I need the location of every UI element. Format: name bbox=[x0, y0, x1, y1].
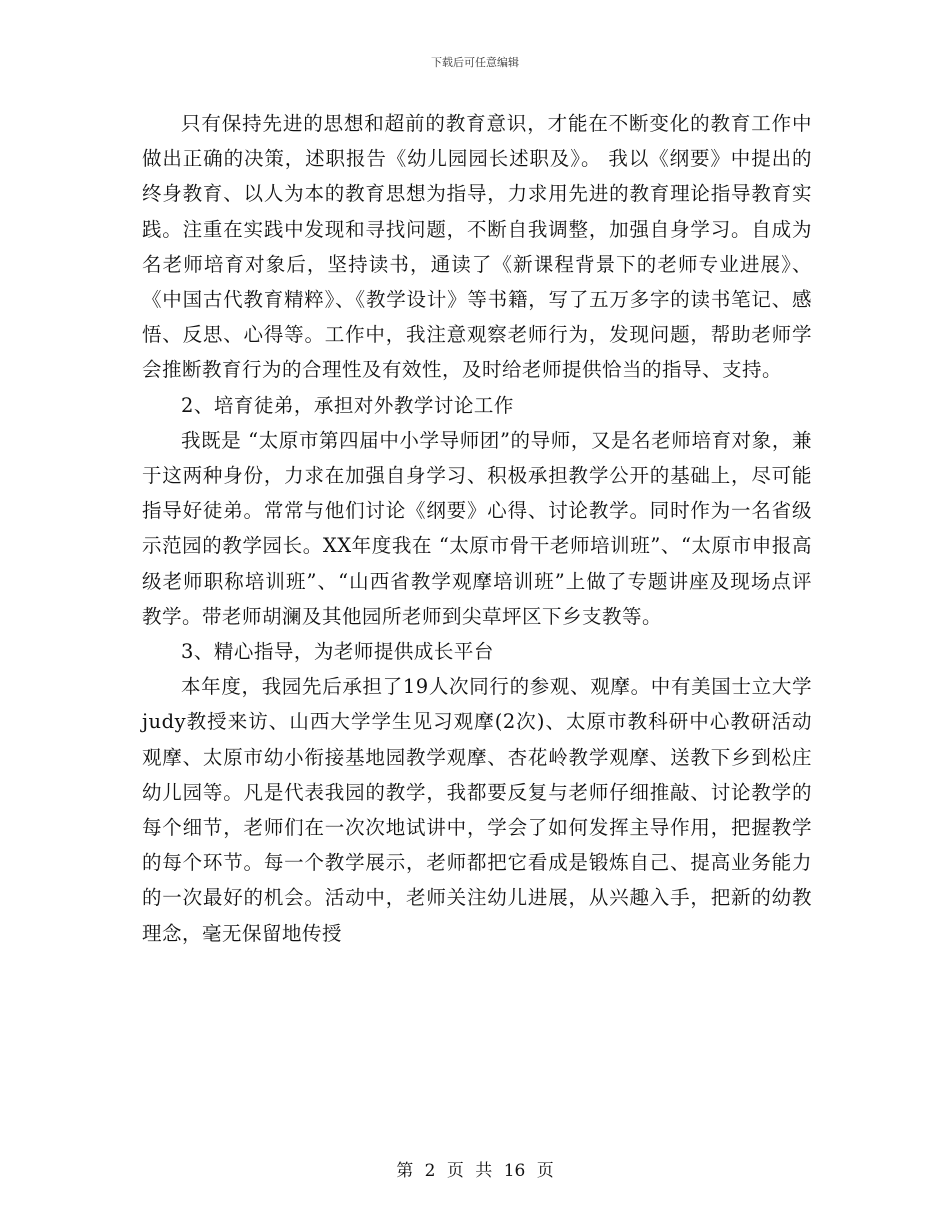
page-footer: 第 2 页 共 16 页 bbox=[396, 1161, 554, 1181]
paragraph-3: 本年度，我园先后承担了19人次同行的参观、观摩。中有美国士立大学judy教授来访、山西大学学生见习观摩(2次)、太原市教科研中心教研活动观摩、太原市幼小衔接基地园教学观摩、杏花岭教学观摩、送教下乡到松庄幼儿园等。凡是代表我园的教学，我都要反复与老师仔细推敲、讨论教学的每个细节，老师们在一次次地试讲中，学会了如何发挥主导作用，把握教学的每个环节。每一个教学展示，老师都把它看成是锻炼自己、提高业务能力的一次最好的机会。活动中，老师关注幼儿进展，从兴趣入手，把新的幼教理念，毫无保留地传授 bbox=[142, 675, 812, 945]
paragraph-2: 我既是 “太原市第四届中小学导师团”的导师，又是名老师培育对象，兼于这两种身份，力求在加强自身学习、积极承担教学公开的基础上，尽可能指导好徒弟。常常与他们讨论《纲要》心得、讨论教学。同时作为一名省级示范园的教学园长。XX年度我在 “太原市骨干老师培训班”、“太原市申报高级老师职称培训班”、“山西省教学观摩培训班”上做了专题讲座及现场点评教学。带老师胡澜及其他园所老师到尖草坪区下乡支教等。 bbox=[142, 428, 812, 628]
document-body bbox=[142, 106, 812, 951]
page-header: 下载后可任意编辑 bbox=[431, 56, 519, 69]
section-heading-2: 2、培育徒弟，承担对外教学讨论工作 bbox=[181, 393, 514, 417]
paragraph-1: 只有保持先进的思想和超前的教育意识，才能在不断变化的教育工作中做出正确的决策，述职报告《幼儿园园长述职及》。 我以《纲要》中提出的终身教育、以人为本的教育思想为指导，力求用先进的教育理论指导教育实践。注重在实践中发现和寻找问题，不断自我调整，加强自身学习。自成为名老师培育对象后，坚持读书，通读了《新课程背景下的老师专业进展》、《中国古代教育精粹》、《教学设计》等书籍，写了五万多字的读书笔记、感悟、反思、心得等。工作中，我注意观察老师行为，发现问题，帮助老师学会推断教育行为的合理性及有效性，及时给老师提供恰当的指导、支持。 bbox=[142, 112, 812, 382]
section-heading-3: 3、精心指导，为老师提供成长平台 bbox=[181, 640, 494, 664]
